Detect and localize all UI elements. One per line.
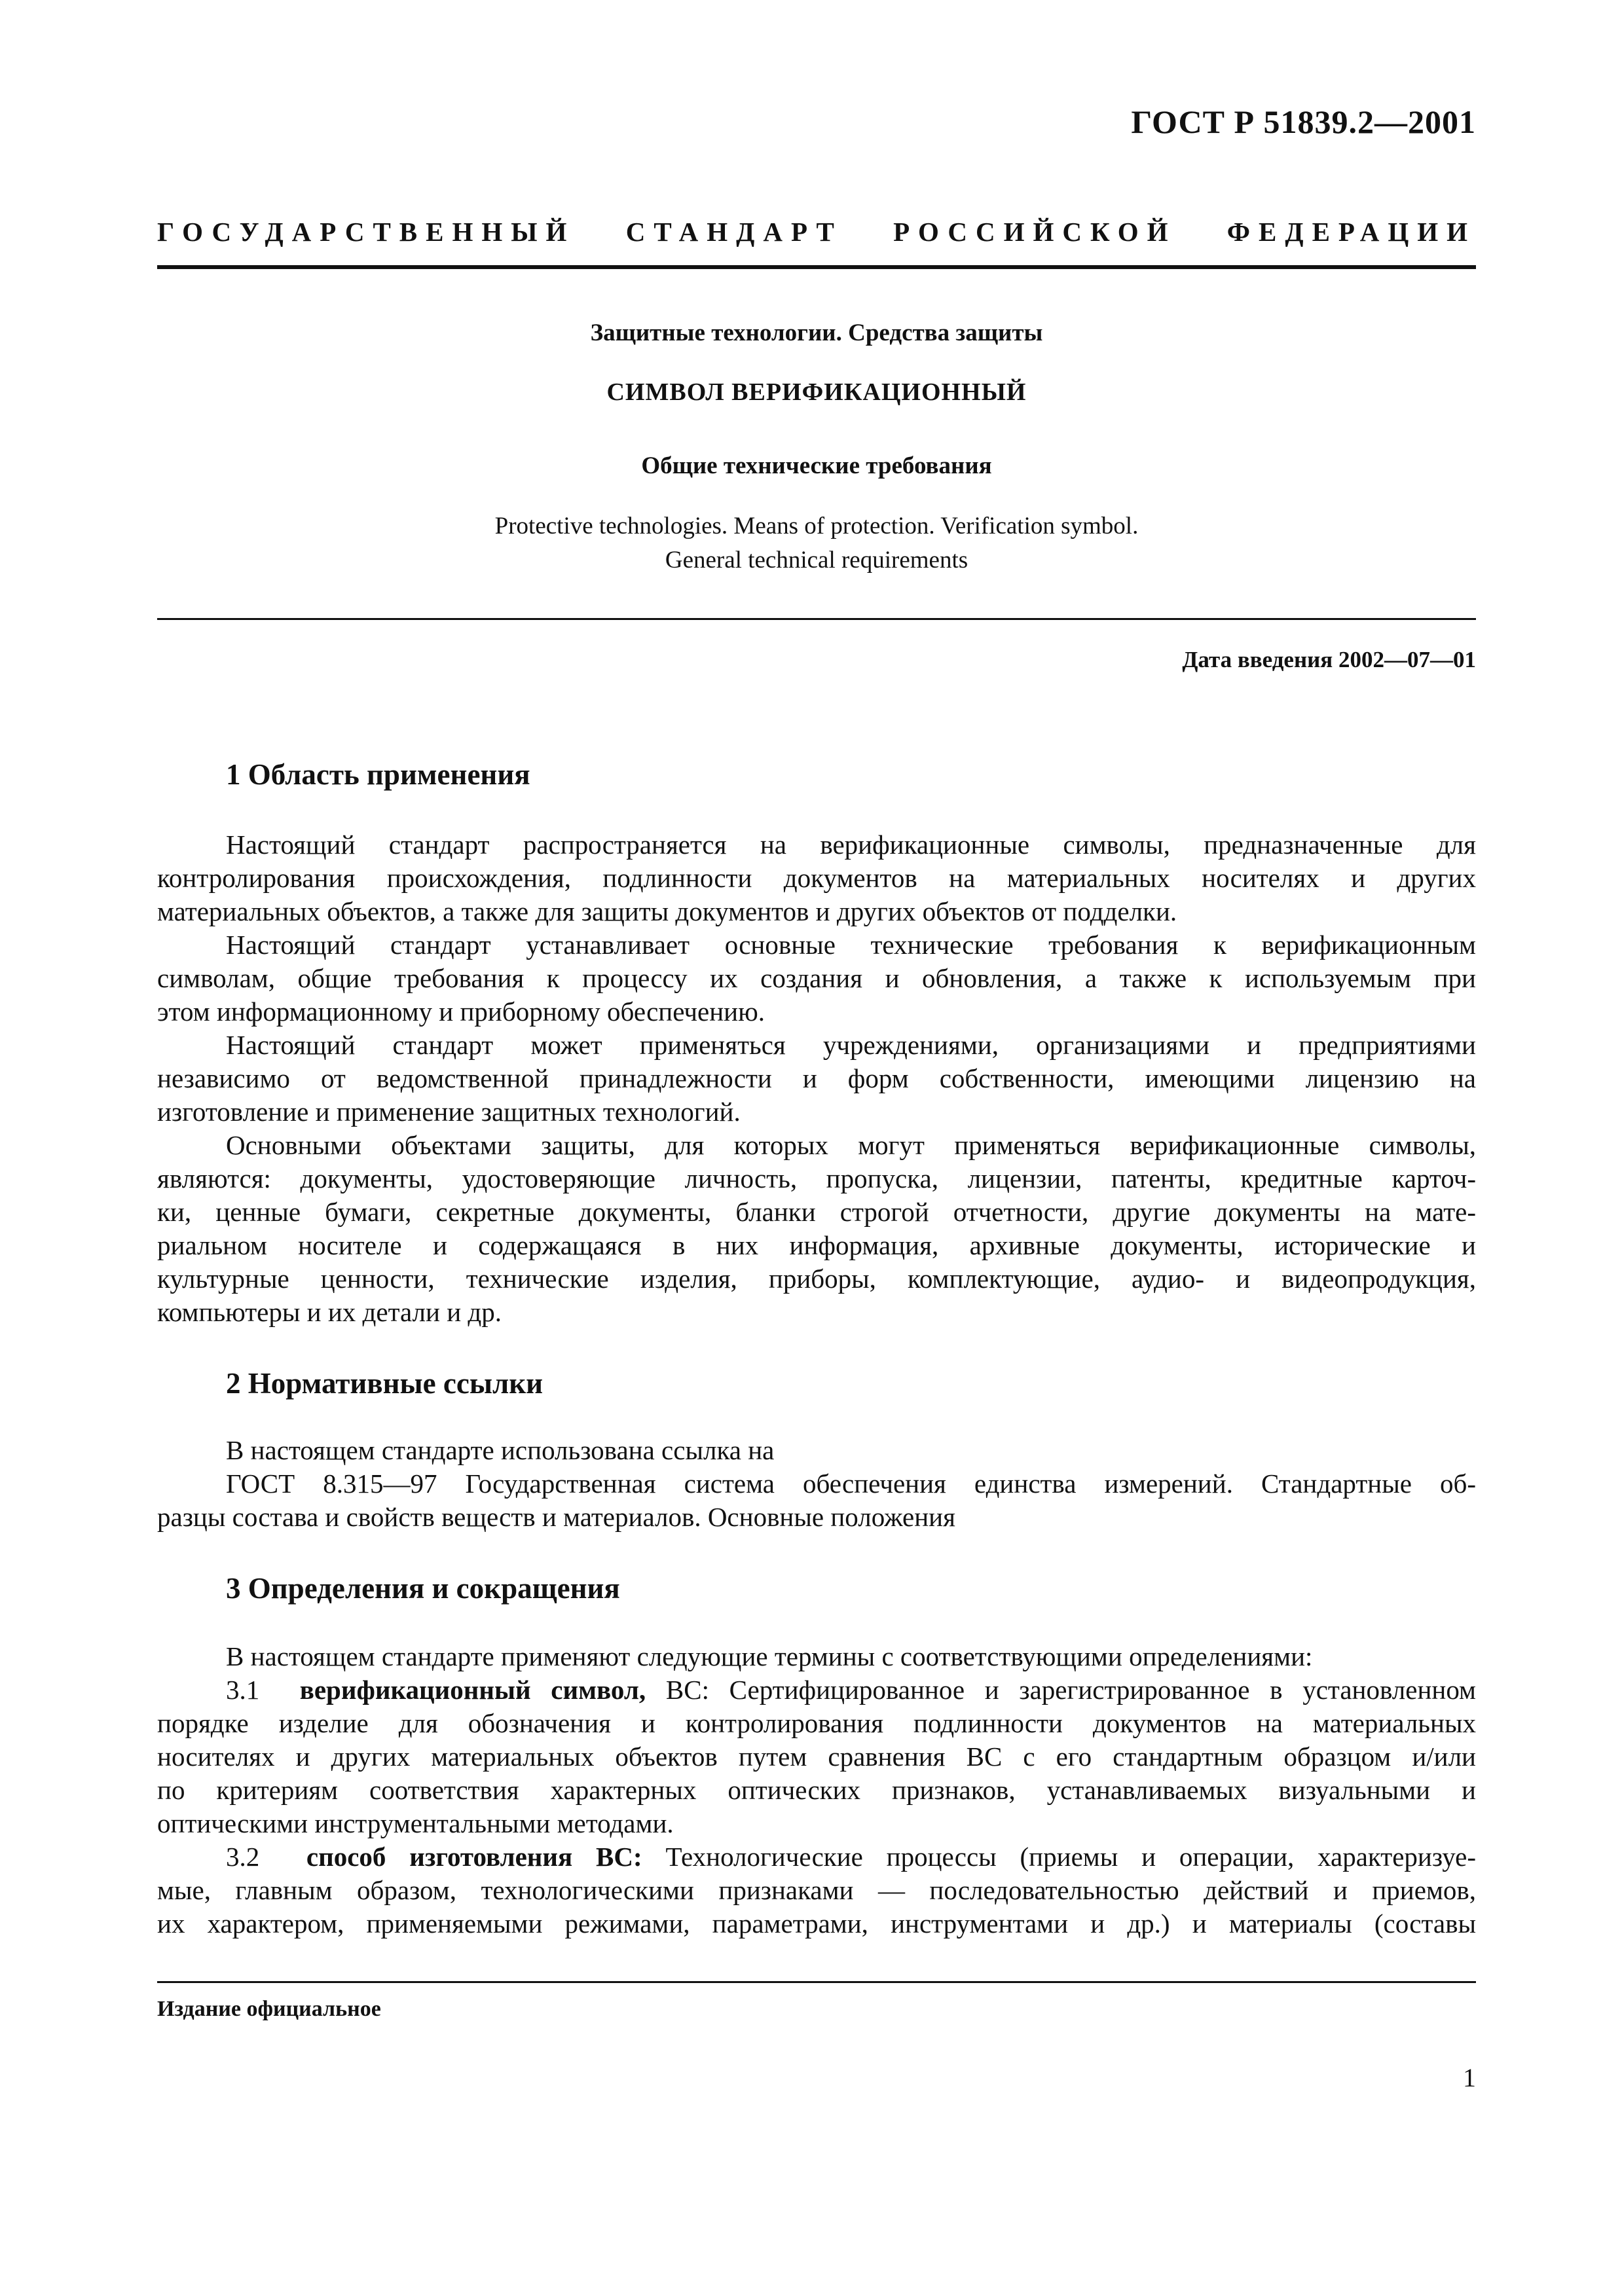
text-line: ки, ценные бумаги, секретные документы, бланки строгой отчетности, другие документы на мате- bbox=[157, 1197, 1476, 1227]
footer-divider bbox=[157, 1981, 1476, 1983]
text-line: этом информационному и приборному обеспечению. bbox=[157, 996, 765, 1027]
text-line: В настоящем стандарте использована ссылка на bbox=[226, 1435, 775, 1465]
text-line: компьютеры и их детали и др. bbox=[157, 1297, 502, 1327]
text-line: символам, общие требования к процессу их создания и обновления, а также к используемым при bbox=[157, 963, 1476, 993]
definition-term: верификационный символ, bbox=[299, 1675, 646, 1705]
text-line: носителях и других материальных объектов путем сравнения ВС с его стандартным образцом и/или bbox=[157, 1741, 1476, 1772]
title-category: Защитные технологии. Средства защиты bbox=[590, 319, 1043, 346]
state-standard-banner: ГОСУДАРСТВЕННЫЙ СТАНДАРТ РОССИЙСКОЙ ФЕДЕРАЦИИ bbox=[157, 217, 1476, 247]
text-line: оптическими инструментальными методами. bbox=[157, 1808, 674, 1838]
title-divider bbox=[157, 618, 1476, 620]
reference-line: разцы состава и свойств веществ и материалов. Основные положения bbox=[157, 1502, 955, 1532]
definition-term: способ изготовления ВС: bbox=[306, 1842, 642, 1872]
section-2-heading: 2 Нормативные ссылки bbox=[226, 1367, 544, 1400]
definition-text: Технологические процессы (приемы и операции, характеризуе- bbox=[665, 1842, 1477, 1872]
english-title bbox=[157, 509, 1476, 577]
standard-number: ГОСТ Р 51839.2—2001 bbox=[1131, 103, 1476, 140]
text-line: риальном носителе и содержащаяся в них информация, архивные документы, исторические и bbox=[157, 1230, 1476, 1260]
definition-number: 3.2 bbox=[226, 1842, 260, 1872]
definition-3-1-first-line bbox=[157, 1673, 1476, 1707]
section-3-body bbox=[157, 1640, 1476, 1941]
section-1-heading: 1 Область применения bbox=[226, 758, 530, 791]
english-title-line-2: General technical requirements bbox=[665, 547, 968, 574]
intro-date: Дата введения 2002—07—01 bbox=[1182, 647, 1476, 672]
text-line: независимо от ведомственной принадлежности и форм собственности, имеющими лицензию на bbox=[157, 1063, 1476, 1093]
text-line: порядке изделие для обозначения и контролирования подлинности документов на материальных bbox=[157, 1708, 1476, 1738]
text-line: по критериям соответствия характерных оптических признаков, устанавливаемых визуальными и bbox=[157, 1775, 1476, 1805]
document-subtitle: Общие технические требования bbox=[641, 452, 992, 479]
text-line: культурные ценности, технические изделия, приборы, комплектующие, аудио- и видеопродукция, bbox=[157, 1264, 1476, 1294]
text-line: Настоящий стандарт устанавливает основные технические требования к верификационным bbox=[226, 930, 1476, 960]
section-2-body bbox=[157, 1434, 1476, 1534]
definition-3-2-first-line bbox=[157, 1840, 1476, 1874]
document-title: СИМВОЛ ВЕРИФИКАЦИОННЫЙ bbox=[606, 378, 1027, 406]
text-line: их характером, применяемыми режимами, параметрами, инструментами и др.) и материалы (составы bbox=[157, 1908, 1476, 1939]
reference-line: ГОСТ 8.315—97 Государственная система обеспечения единства измерений. Стандартные об- bbox=[226, 1468, 1476, 1499]
text-line: контролирования происхождения, подлинности документов на материальных носителях и других bbox=[157, 863, 1476, 893]
text-line: Основными объектами защиты, для которых могут применяться верификационные символы, bbox=[226, 1130, 1476, 1160]
definition-text: ВС: Сертифицированное и зарегистрированное в установленном bbox=[665, 1675, 1477, 1705]
text-line: В настоящем стандарте применяют следующие термины с соответствующими определениями: bbox=[226, 1641, 1313, 1671]
text-line: мые, главным образом, технологическими признаками — последовательностью действий и приемов, bbox=[157, 1875, 1476, 1905]
page-number: 1 bbox=[1463, 2063, 1476, 2092]
official-edition-label: Издание официальное bbox=[157, 1997, 381, 2021]
header-divider bbox=[157, 265, 1476, 269]
english-title-line-1: Protective technologies. Means of protection. Verification symbol. bbox=[494, 513, 1139, 539]
text-line: являются: документы, удостоверяющие личность, пропуска, лицензии, патенты, кредитные карточ- bbox=[157, 1163, 1476, 1194]
text-line: изготовление и применение защитных технологий. bbox=[157, 1097, 741, 1127]
definition-number: 3.1 bbox=[226, 1675, 260, 1705]
section-3-heading: 3 Определения и сокращения bbox=[226, 1572, 620, 1605]
text-line: материальных объектов, а также для защиты документов и других объектов от подделки. bbox=[157, 896, 1177, 926]
text-line: Настоящий стандарт может применяться учреждениями, организациями и предприятиями bbox=[226, 1030, 1476, 1060]
section-1-body bbox=[157, 828, 1476, 1329]
text-line: Настоящий стандарт распространяется на верификационные символы, предназначенные для bbox=[226, 829, 1476, 860]
